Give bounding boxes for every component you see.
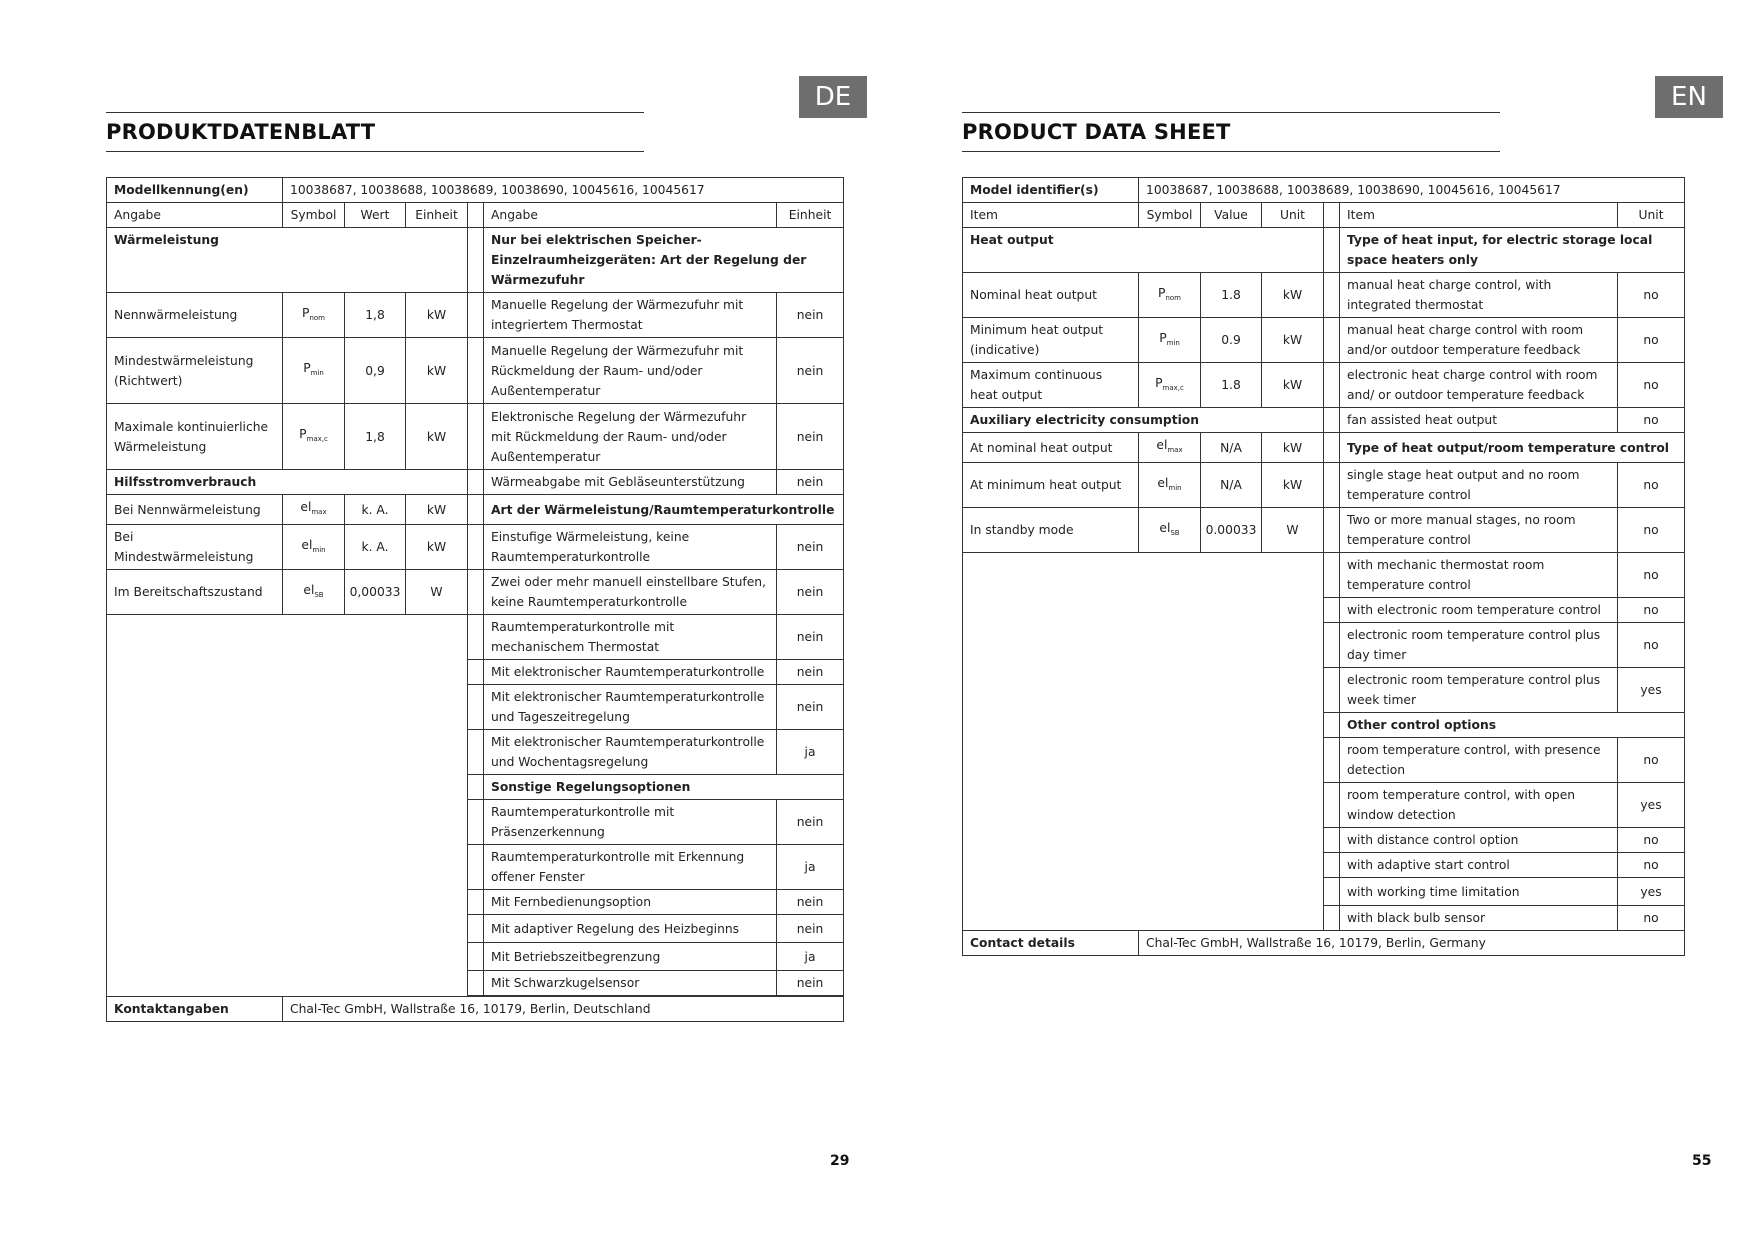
unit: kW [1262,463,1324,508]
row-label: At minimum heat output [963,463,1139,508]
row-label: Mit Betriebszeitbegrenzung [484,943,777,971]
gap-cell [1324,668,1340,713]
row-label: Mit Fernbedienungsoption [484,890,777,915]
heat-output-heading: Heat output [963,228,1324,273]
row-label: room temperature control, with presence detection [1340,738,1618,783]
row-label: single stage heat output and no room temperature control [1340,463,1618,508]
row-value: nein [777,470,844,495]
unit: W [1262,508,1324,553]
row-value: nein [777,615,844,660]
row-label: Wärmeabgabe mit Gebläseunterstützung [484,470,777,495]
gap-cell [468,615,484,660]
gap-cell [1324,783,1340,828]
table-row [107,495,844,525]
row-label: In standby mode [963,508,1139,553]
value: 0.9 [1201,318,1262,363]
value: 0.00033 [1201,508,1262,553]
row-value: no [1618,408,1685,433]
language-tab-en: EN [1655,76,1723,118]
value: 1,8 [345,404,406,470]
gap-cell [468,943,484,971]
row-value: no [1618,738,1685,783]
row-label: Mindestwärmeleistung (Richtwert) [107,338,283,404]
unit: kW [1262,318,1324,363]
table-row [963,408,1685,433]
model-row [107,178,844,203]
gap-cell [468,775,484,800]
row-value: nein [777,890,844,915]
row-value: no [1618,906,1685,931]
unit: kW [406,338,468,404]
symbol: $P_{nom}$ [1139,273,1201,318]
unit: kW [1262,273,1324,318]
table-row [963,553,1685,598]
col-value: Value [1201,203,1262,228]
contact-label: Kontaktangaben [107,997,283,1022]
row-label: Bei Mindestwärmeleistung [107,525,283,570]
table-row [963,363,1685,408]
type-heading: Art der Wärmeleistung/Raumtemperaturkontrolle [484,495,844,525]
row-value: yes [1618,668,1685,713]
gap-cell [468,890,484,915]
gap-cell [468,470,484,495]
title-block [106,112,644,152]
unit: kW [1262,433,1324,463]
gap-cell [468,228,484,293]
row-label: electronic heat charge control with room and/ or outdoor temperature feedback [1340,363,1618,408]
col-unit-right: Unit [1618,203,1685,228]
row-label: Manuelle Regelung der Wärmezufuhr mit Rückmeldung der Raum- und/oder Außentemperatur [484,338,777,404]
row-value: nein [777,800,844,845]
gap-cell [1324,203,1340,228]
symbol: $P_{max,c}$ [1139,363,1201,408]
symbol: $P_{max,c}$ [283,404,345,470]
row-value: no [1618,318,1685,363]
page-number: 55 [1692,1153,1712,1169]
row-value: no [1618,828,1685,853]
row-label: Mit adaptiver Regelung des Heizbeginns [484,915,777,943]
title-block [962,112,1500,152]
row-label: Mit elektronischer Raumtemperaturkontrolle und Tageszeitregelung [484,685,777,730]
gap-cell [1324,906,1340,931]
table-row [963,273,1685,318]
row-value: yes [1618,783,1685,828]
empty-area [107,615,468,997]
row-value: nein [777,293,844,338]
gap-cell [468,525,484,570]
unit: kW [406,404,468,470]
table-row [107,338,844,404]
unit: kW [406,293,468,338]
gap-cell [468,495,484,525]
unit: W [406,570,468,615]
row-label: Mit elektronischer Raumtemperaturkontrolle und Wochentagsregelung [484,730,777,775]
value: 0,9 [345,338,406,404]
row-value: ja [777,943,844,971]
heat-output-heading: Wärmeleistung [107,228,468,293]
gap-cell [1324,433,1340,463]
gap-cell [468,660,484,685]
header-row [107,203,844,228]
table-row [963,508,1685,553]
empty-area [963,553,1324,931]
value: 1.8 [1201,363,1262,408]
row-value: no [1618,598,1685,623]
symbol: $P_{min}$ [1139,318,1201,363]
row-label: manual heat charge control with room and/or outdoor temperature feedback [1340,318,1618,363]
contact-row [107,997,844,1022]
language-tab-de: DE [799,76,867,118]
gap-cell [1324,273,1340,318]
gap-cell [1324,878,1340,906]
col-item-right: Item [1340,203,1618,228]
col-item: Angabe [107,203,283,228]
page-title: PRODUKTDATENBLATT [106,120,376,144]
gap-cell [1324,553,1340,598]
contact-value: Chal-Tec GmbH, Wallstraße 16, 10179, Berlin, Germany [1139,931,1685,956]
aux-heading: Hilfsstromverbrauch [107,470,468,495]
gap-cell [468,404,484,470]
gap-cell [468,203,484,228]
symbol: $el_{min}$ [1139,463,1201,508]
gap-cell [1324,623,1340,668]
row-value: no [1618,508,1685,553]
page-en [856,0,1733,1239]
unit: kW [406,525,468,570]
gap-cell [468,570,484,615]
row-value: nein [777,570,844,615]
symbol: $P_{nom}$ [283,293,345,338]
row-label: Minimum heat output (indicative) [963,318,1139,363]
gap-cell [468,293,484,338]
row-label: room temperature control, with open window detection [1340,783,1618,828]
row-label: with working time limitation [1340,878,1618,906]
table-row [107,228,844,293]
col-item: Item [963,203,1139,228]
row-label: Raumtemperaturkontrolle mit Präsenzerkennung [484,800,777,845]
value: N/A [1201,463,1262,508]
table-row [107,615,844,660]
row-value: yes [1618,878,1685,906]
gap-cell [468,338,484,404]
gap-cell [1324,738,1340,783]
row-label: electronic room temperature control plus day timer [1340,623,1618,668]
row-value: nein [777,338,844,404]
row-value: no [1618,553,1685,598]
row-value: nein [777,685,844,730]
col-unit: Einheit [406,203,468,228]
gap-cell [1324,713,1340,738]
row-value: no [1618,623,1685,668]
row-label: Zwei oder mehr manuell einstellbare Stufen, keine Raumtemperaturkontrolle [484,570,777,615]
value: 1.8 [1201,273,1262,318]
model-label: Model identifier(s) [963,178,1139,203]
page-title: PRODUCT DATA SHEET [962,120,1231,144]
gap-cell [1324,408,1340,433]
value: N/A [1201,433,1262,463]
row-label: with electronic room temperature control [1340,598,1618,623]
row-value: nein [777,971,844,996]
row-label: Mit elektronischer Raumtemperaturkontrolle [484,660,777,685]
gap-cell [1324,508,1340,553]
type-heading: Type of heat output/room temperature control [1340,433,1685,463]
table-row [107,470,844,495]
row-label: Raumtemperaturkontrolle mit mechanischem Thermostat [484,615,777,660]
gap-cell [468,730,484,775]
col-unit-right: Einheit [777,203,844,228]
unit: kW [406,495,468,525]
other-heading: Other control options [1340,713,1685,738]
row-value: nein [777,660,844,685]
model-label: Modellkennung(en) [107,178,283,203]
row-value: no [1618,853,1685,878]
symbol: $el_{SB}$ [283,570,345,615]
col-unit: Unit [1262,203,1324,228]
col-item-right: Angabe [484,203,777,228]
symbol: $P_{min}$ [283,338,345,404]
row-label: with mechanic thermostat room temperature control [1340,553,1618,598]
storage-note: Nur bei elektrischen Speicher-Einzelraumheizgeräten: Art der Regelung der Wärmezufuhr [484,228,844,293]
row-label: Mit Schwarzkugelsensor [484,971,777,996]
row-label: Maximum continuous heat output [963,363,1139,408]
row-label: with adaptive start control [1340,853,1618,878]
data-sheet-table [962,177,1685,956]
gap-cell [468,800,484,845]
row-value: no [1618,273,1685,318]
row-value: nein [777,404,844,470]
contact-label: Contact details [963,931,1139,956]
table-row [107,525,844,570]
symbol: $el_{max}$ [1139,433,1201,463]
row-label: Bei Nennwärmeleistung [107,495,283,525]
gap-cell [468,685,484,730]
value: k. A. [345,525,406,570]
model-value: 10038687, 10038688, 10038689, 10038690, 10045616, 10045617 [1139,178,1685,203]
unit: kW [1262,363,1324,408]
col-symbol: Symbol [1139,203,1201,228]
row-label: Maximale kontinuierliche Wärmeleistung [107,404,283,470]
header-row [963,203,1685,228]
gap-cell [1324,853,1340,878]
col-value: Wert [345,203,406,228]
row-value: nein [777,525,844,570]
page-number: 29 [830,1153,850,1169]
contact-value: Chal-Tec GmbH, Wallstraße 16, 10179, Berlin, Deutschland [283,997,844,1022]
row-label: electronic room temperature control plus week timer [1340,668,1618,713]
storage-note: Type of heat input, for electric storage local space heaters only [1340,228,1685,273]
gap-cell [468,845,484,890]
row-label: with black bulb sensor [1340,906,1618,931]
contact-row [963,931,1685,956]
row-label: Raumtemperaturkontrolle mit Erkennung offener Fenster [484,845,777,890]
row-value: no [1618,363,1685,408]
gap-cell [468,915,484,943]
symbol: $el_{max}$ [283,495,345,525]
model-row [963,178,1685,203]
row-label: At nominal heat output [963,433,1139,463]
value: 0,00033 [345,570,406,615]
gap-cell [1324,228,1340,273]
row-value: ja [777,730,844,775]
row-label: Im Bereitschaftszustand [107,570,283,615]
gap-cell [1324,828,1340,853]
row-label: Nominal heat output [963,273,1139,318]
gap-cell [1324,363,1340,408]
row-value: no [1618,463,1685,508]
gap-cell [1324,463,1340,508]
table-row [963,228,1685,273]
value: k. A. [345,495,406,525]
table-row [107,570,844,615]
gap-cell [1324,318,1340,363]
gap-cell [1324,598,1340,623]
aux-heading: Auxiliary electricity consumption [963,408,1324,433]
row-label: Two or more manual stages, no room temperature control [1340,508,1618,553]
row-label: Einstufige Wärmeleistung, keine Raumtemperaturkontrolle [484,525,777,570]
table-row [963,463,1685,508]
row-label: Manuelle Regelung der Wärmezufuhr mit integriertem Thermostat [484,293,777,338]
row-label: fan assisted heat output [1340,408,1618,433]
row-value: nein [777,915,844,943]
table-row [107,293,844,338]
symbol: $el_{SB}$ [1139,508,1201,553]
table-row [107,404,844,470]
model-value: 10038687, 10038688, 10038689, 10038690, 10045616, 10045617 [283,178,844,203]
row-label: Elektronische Regelung der Wärmezufuhr mit Rückmeldung der Raum- und/oder Außentemperatur [484,404,777,470]
symbol: $el_{min}$ [283,525,345,570]
table-row [963,318,1685,363]
table-row [963,433,1685,463]
data-sheet-table [106,177,844,1022]
value: 1,8 [345,293,406,338]
row-value: ja [777,845,844,890]
row-label: Nennwärmeleistung [107,293,283,338]
row-label: with distance control option [1340,828,1618,853]
gap-cell [468,971,484,996]
row-label: manual heat charge control, with integrated thermostat [1340,273,1618,318]
col-symbol: Symbol [283,203,345,228]
other-heading: Sonstige Regelungsoptionen [484,775,844,800]
